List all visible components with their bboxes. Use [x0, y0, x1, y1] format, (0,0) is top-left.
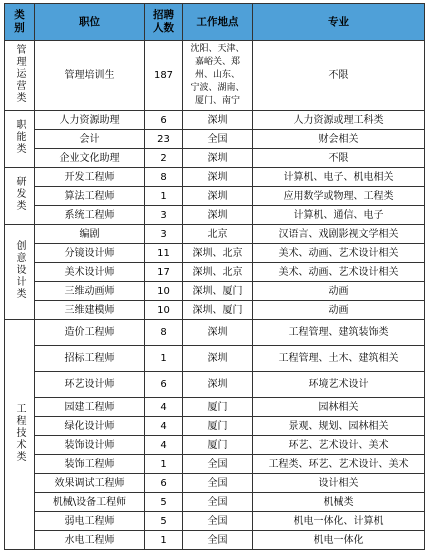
- location-cell: 深圳: [183, 346, 253, 372]
- major-cell: 环境艺术设计: [253, 372, 425, 398]
- category-label: 职能类: [14, 119, 25, 155]
- headcount-cell: 8: [145, 168, 183, 187]
- table-row: [5, 225, 425, 244]
- location-line: 州、山东、: [194, 70, 240, 80]
- location-cell: 深圳、厦门: [183, 301, 253, 320]
- major-cell: 动画: [253, 282, 425, 301]
- location-line: 嘉峪关、郑: [194, 57, 240, 67]
- table-row: [5, 41, 425, 111]
- table-row: [5, 244, 425, 263]
- category-cell: [5, 225, 35, 320]
- table-header: [5, 4, 425, 41]
- table-row: [5, 493, 425, 512]
- headcount-cell: 1: [145, 187, 183, 206]
- location-cell: 深圳: [183, 168, 253, 187]
- position-cell: 水电工程师: [35, 531, 145, 550]
- major-cell: 美术、动画、艺术设计相关: [253, 244, 425, 263]
- headcount-cell: 1: [145, 531, 183, 550]
- location-cell: [183, 41, 253, 111]
- headcount-cell: 3: [145, 225, 183, 244]
- category-cell: [5, 320, 35, 550]
- position-cell: 美术设计师: [35, 263, 145, 282]
- table-row: [5, 130, 425, 149]
- position-cell: 人力资源助理: [35, 111, 145, 130]
- location-cell: 全国: [183, 531, 253, 550]
- position-cell: 机械\设备工程师: [35, 493, 145, 512]
- major-cell: 园林相关: [253, 398, 425, 417]
- position-cell: 园建工程师: [35, 398, 145, 417]
- recruitment-table: [4, 3, 425, 550]
- position-cell: 环艺设计师: [35, 372, 145, 398]
- major-cell: 机械类: [253, 493, 425, 512]
- category-label: 创意设计类: [14, 240, 25, 300]
- major-cell: 计算机、通信、电子: [253, 206, 425, 225]
- table-row: [5, 111, 425, 130]
- position-cell: 算法工程师: [35, 187, 145, 206]
- headcount-cell: 10: [145, 301, 183, 320]
- category-label: 工程技术类: [14, 402, 25, 463]
- location-cell: 全国: [183, 493, 253, 512]
- major-cell: 设计相关: [253, 474, 425, 493]
- location-cell: 厦门: [183, 398, 253, 417]
- headcount-cell: 4: [145, 436, 183, 455]
- location-cell: 厦门: [183, 417, 253, 436]
- location-cell: 厦门: [183, 436, 253, 455]
- category-cell: [5, 111, 35, 168]
- position-cell: 招标工程师: [35, 346, 145, 372]
- table-row: [5, 398, 425, 417]
- location-cell: 全国: [183, 474, 253, 493]
- position-cell: 开发工程师: [35, 168, 145, 187]
- location-cell: 深圳: [183, 187, 253, 206]
- location-cell: 深圳: [183, 372, 253, 398]
- position-cell: 系统工程师: [35, 206, 145, 225]
- table-row: [5, 512, 425, 531]
- location-line: 沈阳、天津、: [190, 44, 245, 54]
- table-row: [5, 301, 425, 320]
- header-headcount: 招聘人数: [145, 4, 183, 41]
- major-cell: 机电一体化、计算机: [253, 512, 425, 531]
- headcount-cell: 10: [145, 282, 183, 301]
- major-cell: 工程类、环艺、艺术设计、美术: [253, 455, 425, 474]
- major-cell: 工程管理、建筑装饰类: [253, 320, 425, 346]
- position-cell: 三维建模师: [35, 301, 145, 320]
- headcount-cell: 6: [145, 474, 183, 493]
- major-cell: 不限: [253, 41, 425, 111]
- major-cell: 汉语言、戏剧影视文学相关: [253, 225, 425, 244]
- position-cell: 效果调试工程师: [35, 474, 145, 493]
- table-row: [5, 455, 425, 474]
- position-cell: 装饰工程师: [35, 455, 145, 474]
- major-cell: 美术、动画、艺术设计相关: [253, 263, 425, 282]
- position-cell: 造价工程师: [35, 320, 145, 346]
- location-line: 厦门、南宁: [194, 96, 240, 106]
- headcount-cell: 5: [145, 512, 183, 531]
- table-row: [5, 187, 425, 206]
- header-position: 职位: [35, 4, 145, 41]
- headcount-cell: 4: [145, 417, 183, 436]
- major-cell: 机电一体化: [253, 531, 425, 550]
- major-cell: 环艺、艺术设计、美术: [253, 436, 425, 455]
- position-cell: 弱电工程师: [35, 512, 145, 531]
- location-cell: 深圳、北京: [183, 244, 253, 263]
- table-row: [5, 531, 425, 550]
- headcount-cell: 23: [145, 130, 183, 149]
- headcount-cell: 3: [145, 206, 183, 225]
- major-cell: 景观、规划、园林相关: [253, 417, 425, 436]
- header-category: 类别: [5, 4, 35, 41]
- table-row: [5, 206, 425, 225]
- location-cell: 深圳: [183, 149, 253, 168]
- location-cell: 北京: [183, 225, 253, 244]
- position-cell: 管理培训生: [35, 41, 145, 111]
- major-cell: 应用数学或物理、工程类: [253, 187, 425, 206]
- major-cell: 计算机、电子、机电相关: [253, 168, 425, 187]
- position-cell: 编剧: [35, 225, 145, 244]
- headcount-cell: 11: [145, 244, 183, 263]
- table-row: [5, 417, 425, 436]
- headcount-cell: 6: [145, 111, 183, 130]
- position-cell: 三维动画师: [35, 282, 145, 301]
- table-row: [5, 436, 425, 455]
- table-row: [5, 346, 425, 372]
- category-cell: [5, 41, 35, 111]
- position-cell: 企业文化助理: [35, 149, 145, 168]
- location-cell: 深圳: [183, 206, 253, 225]
- table-row: [5, 282, 425, 301]
- major-cell: 不限: [253, 149, 425, 168]
- major-cell: 财会相关: [253, 130, 425, 149]
- headcount-cell: 2: [145, 149, 183, 168]
- headcount-cell: 5: [145, 493, 183, 512]
- headcount-cell: 1: [145, 346, 183, 372]
- location-cell: 全国: [183, 512, 253, 531]
- table-body: [5, 41, 425, 550]
- location-cell: 深圳、北京: [183, 263, 253, 282]
- location-cell: 深圳、厦门: [183, 282, 253, 301]
- position-cell: 绿化设计师: [35, 417, 145, 436]
- headcount-cell: 187: [145, 41, 183, 111]
- header-location: 工作地点: [183, 4, 253, 41]
- headcount-cell: 1: [145, 455, 183, 474]
- category-cell: [5, 168, 35, 225]
- position-cell: 会计: [35, 130, 145, 149]
- headcount-cell: 17: [145, 263, 183, 282]
- position-cell: 分镜设计师: [35, 244, 145, 263]
- table-row: [5, 263, 425, 282]
- location-cell: 深圳: [183, 320, 253, 346]
- table-row: [5, 149, 425, 168]
- major-cell: 工程管理、土木、建筑相关: [253, 346, 425, 372]
- position-cell: 装饰设计师: [35, 436, 145, 455]
- table-row: [5, 168, 425, 187]
- headcount-cell: 4: [145, 398, 183, 417]
- major-cell: 动画: [253, 301, 425, 320]
- headcount-cell: 6: [145, 372, 183, 398]
- category-label: 研发类: [14, 176, 25, 212]
- headcount-cell: 8: [145, 320, 183, 346]
- major-cell: 人力资源或理工科类: [253, 111, 425, 130]
- category-label: 管理运营类: [14, 43, 25, 104]
- location-cell: 深圳: [183, 111, 253, 130]
- location-cell: 全国: [183, 130, 253, 149]
- location-cell: 全国: [183, 455, 253, 474]
- location-line: 宁波、湖南、: [190, 83, 245, 93]
- table-row: [5, 474, 425, 493]
- table-row: [5, 320, 425, 346]
- header-major: 专业: [253, 4, 425, 41]
- table-row: [5, 372, 425, 398]
